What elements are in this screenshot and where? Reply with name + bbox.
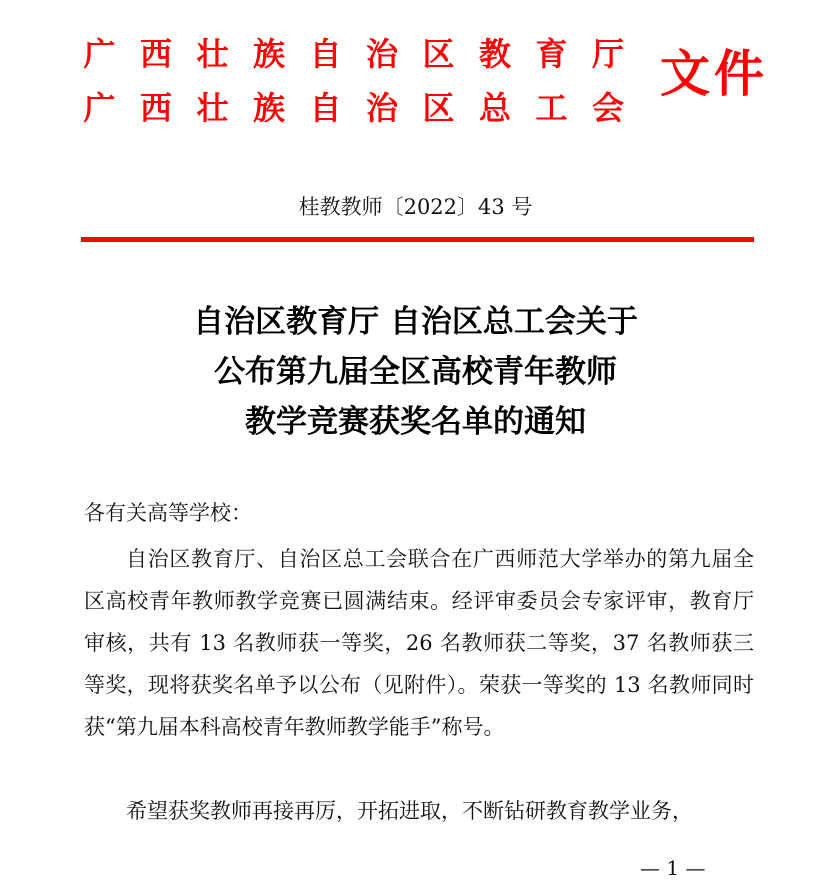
issuer-char: 族 [252,89,285,127]
issuer-char: 育 [535,35,568,73]
issuer-char: 区 [422,89,455,127]
title-line-2: 公布第九届全区高校青年教师 [214,354,617,390]
issuer-char: 治 [365,89,398,127]
page-number: — 1 — [640,856,706,880]
title-line-1: 自治区教育厅 自治区总工会关于 [193,304,638,340]
salutation: 各有关高等学校： [84,501,252,525]
issuer-char: 区 [422,35,455,73]
title-line-3: 教学竞赛获奖名单的通知 [245,404,586,440]
issuer-char: 教 [478,35,511,73]
red-divider [81,237,754,242]
issuer-char: 西 [139,35,172,73]
issuer-char: 自 [309,89,342,127]
issuer-char: 广 [83,35,116,73]
issuer-char: 自 [309,35,342,73]
issuer-char: 会 [591,89,624,127]
issuer-char: 广 [83,89,116,127]
document-number: 桂教教师〔2022〕43 号 [298,195,533,219]
issuer-char: 治 [365,35,398,73]
issuer-line-education-department [82,34,647,74]
issuer-char: 西 [139,89,172,127]
document-word: 文件 [660,44,768,103]
paragraph-announcement: 自治区教育厅、自治区总工会联合在广西师范大学举办的第九届全区高校青年教师教学竞赛已圆满结束。经评审委员会专家评审，教育厅审核，共有 13 名教师获一等奖，26 名教师获二等奖，37 名教师获三等奖，现将获奖名单予以公布（见附件）。荣获一等奖的 13 名教师同时获“第九届本科高校青年教师教学能手”称号。 [84,547,754,739]
issuer-char: 族 [252,35,285,73]
issuer-line-trade-union [82,88,647,128]
issuer-char: 壮 [196,89,229,127]
issuer-char: 壮 [196,35,229,73]
issuer-char: 工 [535,89,568,127]
issuer-char: 总 [478,89,511,127]
paragraph-encouragement: 希望获奖教师再接再厉，开拓进取，不断钻研教育教学业务， [126,799,693,823]
issuer-char: 厅 [591,35,624,73]
